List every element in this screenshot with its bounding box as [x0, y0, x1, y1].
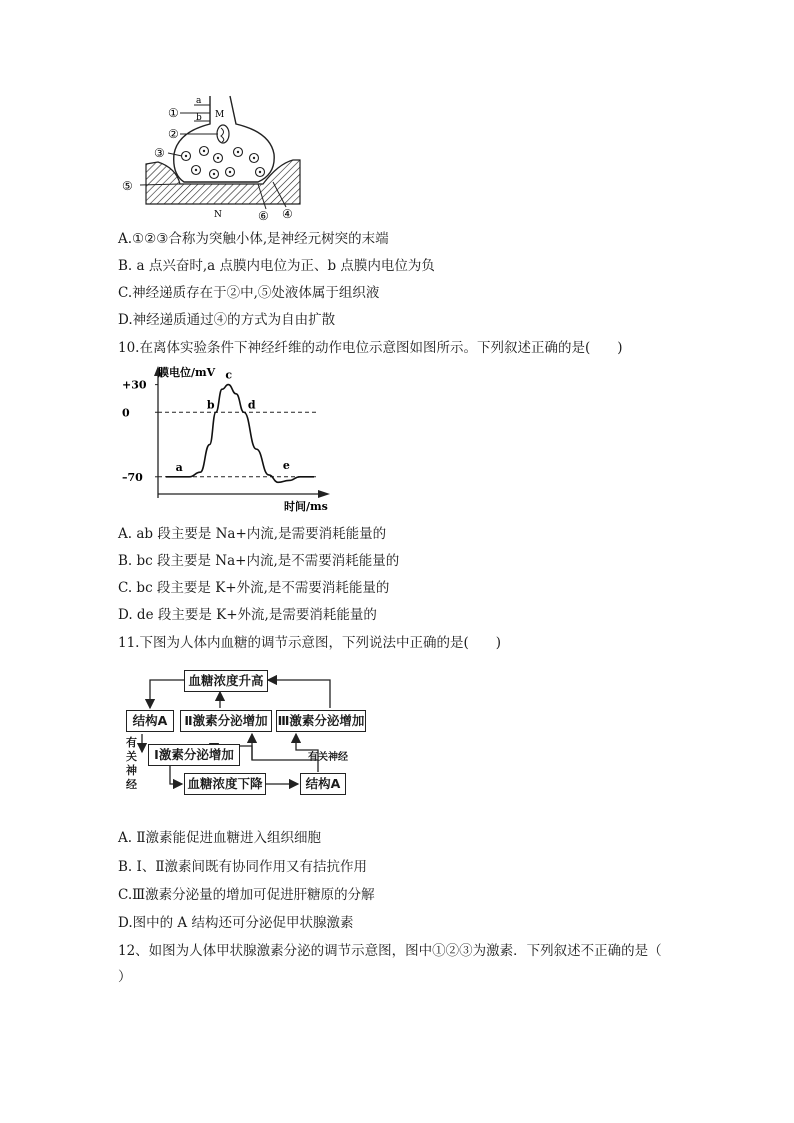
- box-glucose-rise: 血糖浓度升高: [184, 670, 268, 692]
- nerve-label-left-3: 神: [126, 764, 137, 777]
- q11-option-d: D.图中的 A 结构还可分泌促甲状腺激素: [118, 915, 354, 931]
- action-potential-svg: [118, 364, 338, 514]
- label-N: N: [214, 210, 222, 220]
- point-label-b: b: [206, 398, 215, 412]
- q11-stem: 11.下图为人体内血糖的调节示意图，下列说法中正确的是( ): [118, 635, 502, 651]
- synapse-figure: [118, 94, 308, 222]
- action-potential-chart: [118, 364, 338, 514]
- point-label-d: d: [247, 398, 256, 412]
- q9-option-a: A.①②③合称为突触小体,是神经元树突的末端: [118, 231, 389, 247]
- x-axis-label: 时间/ms: [284, 500, 328, 513]
- point-label-e: e: [282, 458, 290, 472]
- q9-option-b: B. a 点兴奋时,a 点膜内电位为正、b 点膜内电位为负: [118, 258, 435, 274]
- synapse-diagram: [118, 94, 308, 222]
- q10-option-c: C. bc 段主要是 K+外流,是不需要消耗能量的: [118, 580, 390, 596]
- nerve-label-left-2: 关: [126, 750, 137, 763]
- point-label-c: c: [225, 368, 233, 382]
- box-hormone-3: Ⅲ激素分泌增加: [276, 710, 366, 732]
- q10-option-d: D. de 段主要是 K+外流,是需要消耗能量的: [118, 607, 377, 623]
- nerve-label-left-4: 经: [126, 778, 137, 791]
- y-axis-label: 膜电位/mV: [158, 366, 216, 379]
- label-6: ⑥: [258, 209, 269, 222]
- nerve-label-left-1: 有: [126, 736, 137, 749]
- q11-option-c: C.Ⅲ激素分泌量的增加可促进肝糖原的分解: [118, 887, 375, 903]
- point-label-a: a: [175, 460, 183, 474]
- box-hormone-1: Ⅰ激素分泌增加: [148, 744, 240, 766]
- label-1: ①: [168, 106, 179, 120]
- q9-option-d: D.神经递质通过④的方式为自由扩散: [118, 312, 336, 328]
- q12-stem-line1: 12、如图为人体甲状腺激素分泌的调节示意图，图中①②③为激素．下列叙述不正确的是（: [118, 943, 662, 959]
- box-hormone-2: Ⅱ激素分泌增加: [180, 710, 272, 732]
- q12-stem-line2: ）: [118, 969, 132, 985]
- q11-option-b: B. Ⅰ、Ⅱ激素间既有协同作用又有拮抗作用: [118, 859, 368, 875]
- y-tick-label-2: –70: [122, 470, 143, 484]
- q10-option-a: A. ab 段主要是 Na+内流,是需要消耗能量的: [118, 526, 387, 542]
- q11-option-a: A. Ⅱ激素能促进血糖进入组织细胞: [118, 830, 322, 846]
- blood-glucose-diagram: [118, 664, 368, 800]
- box-glucose-drop: 血糖浓度下降: [184, 773, 266, 795]
- potential-curve: [166, 385, 314, 483]
- x-axis-arrow: [318, 490, 330, 498]
- label-2: ②: [168, 127, 179, 141]
- label-4: ④: [282, 207, 293, 221]
- label-5: ⑤: [122, 179, 133, 193]
- label-3: ③: [154, 146, 165, 160]
- label-a: a: [196, 96, 202, 106]
- label-b: b: [196, 113, 202, 123]
- q9-option-c: C.神经递质存在于②中,⑤处液体属于组织液: [118, 285, 380, 301]
- q10-option-b: B. bc 段主要是 Na+内流,是不需要消耗能量的: [118, 553, 400, 569]
- box-structure-a-left: 结构A: [126, 710, 174, 732]
- y-tick-label-1: 0: [122, 406, 130, 420]
- box-structure-a-right: 结构A: [300, 773, 346, 795]
- q10-stem: 10.在离体实验条件下神经纤维的动作电位示意图如图所示。下列叙述正确的是( ): [118, 340, 623, 356]
- nerve-label-right: 有关神经: [308, 752, 348, 763]
- y-tick-label-0: +30: [122, 378, 147, 392]
- label-M: M: [215, 110, 225, 120]
